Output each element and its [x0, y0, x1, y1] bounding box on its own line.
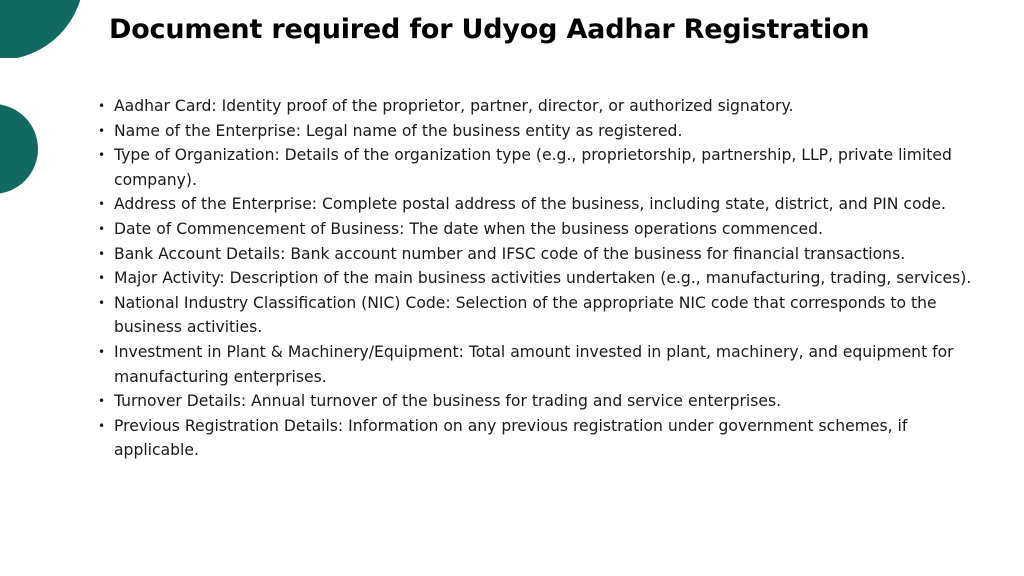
decorative-top-circle	[0, 0, 84, 58]
bullet-icon: •	[98, 246, 106, 261]
decorative-side-circle	[0, 104, 38, 194]
list-item-text: Major Activity: Description of the main business activities undertaken (e.g., manufacturing, trading, services).	[114, 269, 972, 288]
list-item-text: Investment in Plant & Machinery/Equipment: Total amount invested in plant, machinery, and equipment for manufacturing enterprises.	[114, 342, 954, 386]
bullet-icon: •	[98, 344, 106, 359]
list-item-text: Date of Commencement of Business: The date when the business operations commenced.	[114, 219, 823, 238]
list-item	[96, 192, 996, 217]
bullet-icon: •	[98, 394, 106, 409]
bullet-icon: •	[98, 295, 106, 310]
list-item	[96, 242, 996, 267]
bullet-icon: •	[98, 197, 106, 212]
list-item-text: Previous Registration Details: Information on any previous registration under government schemes, if applicable.	[114, 416, 908, 460]
list-item-text: Address of the Enterprise: Complete postal address of the business, including state, district, and PIN code.	[114, 195, 946, 214]
list-item	[96, 340, 996, 389]
list-item	[96, 266, 996, 291]
bullet-icon: •	[98, 271, 106, 286]
list-item	[96, 119, 996, 144]
list-item-text: Turnover Details: Annual turnover of the business for trading and service enterprises.	[114, 392, 782, 411]
list-item	[96, 389, 996, 414]
bullet-icon: •	[98, 148, 106, 163]
decorative-top-circle-shape	[0, 0, 84, 58]
list-item-text: Name of the Enterprise: Legal name of the business entity as registered.	[114, 121, 683, 140]
list-item	[96, 217, 996, 242]
bullet-icon: •	[98, 123, 106, 138]
bullet-icon: •	[98, 221, 106, 236]
list-item	[96, 291, 996, 340]
list-item-text: Type of Organization: Details of the organization type (e.g., proprietorship, partnership, LLP, private limited company).	[114, 146, 952, 189]
document-list	[96, 94, 996, 463]
list-item-text: National Industry Classification (NIC) Code: Selection of the appropriate NIC code that corresponds to the business activities.	[114, 293, 937, 337]
list-item-text: Bank Account Details: Bank account number and IFSC code of the business for financial transactions.	[114, 244, 906, 263]
list-item	[96, 143, 996, 192]
list-item-text: Aadhar Card: Identity proof of the proprietor, partner, director, or authorized signatory.	[114, 97, 794, 115]
list-item	[96, 414, 996, 463]
list-item	[96, 94, 996, 119]
bullet-icon: •	[98, 99, 106, 113]
page-title: Document required for Udyog Aadhar Registration	[109, 14, 870, 45]
bullet-icon: •	[98, 418, 106, 433]
